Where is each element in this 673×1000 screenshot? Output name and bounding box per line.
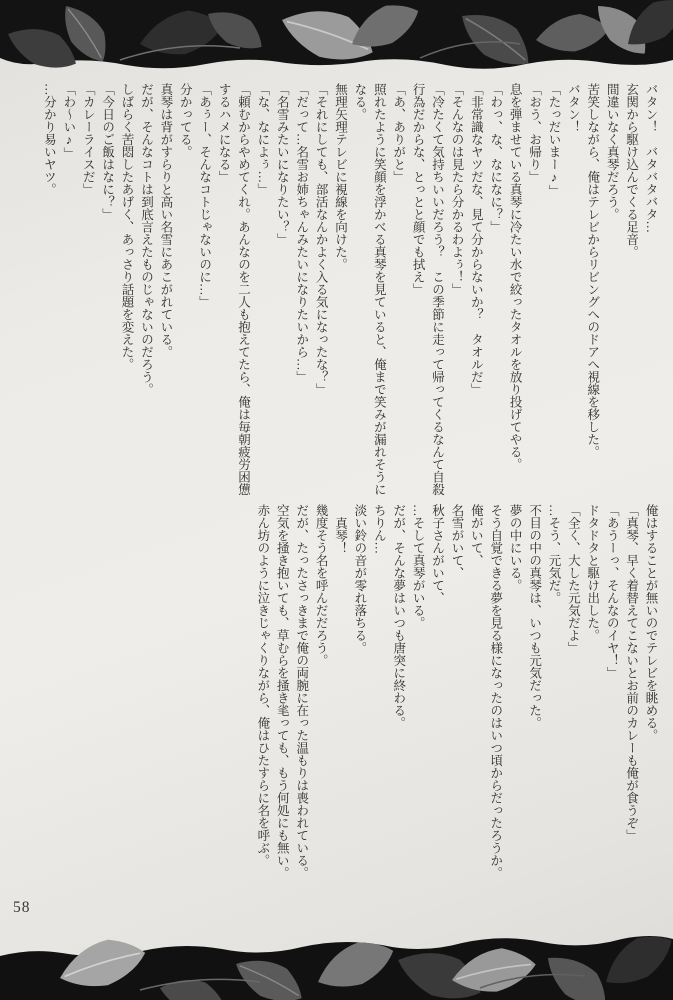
text-section-top	[39, 83, 660, 497]
text-line: 淡い鈴の音が零れ落ちる。	[352, 504, 367, 654]
text-line: 「わっ、な、なになに？」	[488, 83, 503, 233]
text-line: 「真琴、早く着替えてこないとお前のカレーも俺が食うぞ」	[624, 504, 639, 842]
text-line: しばらく苦悶したあげく、あっさり話題を変えた。	[120, 83, 135, 371]
text-line: 幾度そう名を呼んだだろう。	[314, 504, 329, 667]
text-line: 「あぅー、そんなコトじゃないのに…」	[197, 83, 212, 308]
text-line: バタン！	[566, 83, 581, 133]
text-line: 「名雪みたいになりたい？」	[275, 83, 290, 246]
text-line: 「非常識なヤツだな、見て分からないか？ タオルだ」	[469, 83, 484, 396]
text-line: バタン！ バタバタバタ…	[644, 83, 658, 233]
text-line: 照れたように笑顔を浮かべる真琴を見ていると、俺まで笑みが漏れそうになる。	[352, 83, 387, 496]
text-line: 分かってる。	[178, 83, 193, 158]
text-line: 玄関から駆け込んでくる足音。	[624, 83, 639, 258]
text-line: そう自覚できる夢を見る様になったのはいつ頃からだったろうか。	[488, 504, 503, 879]
text-line: 「おう、お帰り」	[527, 83, 542, 183]
text-line: 「カレーライスだ」	[81, 83, 96, 196]
text-line: …そう、元気だ。	[546, 504, 561, 604]
text-line: 「わ〜い♪」	[61, 83, 76, 160]
text-line: ちりん…	[372, 504, 387, 554]
text-line: 「あうーっ、そんなのイヤ！」	[605, 504, 620, 679]
text-line: 空気を掻き抱いても、草むらを掻き毟っても、もう何処にも無い。	[275, 504, 290, 879]
dark-leaf-collage-bottom	[0, 930, 673, 1000]
text-line: 「今日のご飯はなに？」	[100, 83, 115, 221]
text-line: …そして真琴がいる。	[411, 504, 426, 629]
text-line: 俺がいて、	[469, 504, 484, 567]
text-line: 不目の中の真琴は、いつも元気だった。	[527, 504, 542, 729]
text-line: 息を弾ませている真琴に冷たい水で絞ったタオルを放り投げてやる。	[508, 83, 523, 471]
text-line: 赤ん坊のように泣きじゃくりながら、俺はひたすらに名を呼ぶ。	[255, 504, 270, 867]
text-line: 「そんなのは見たら分かるわよぅ！」	[449, 83, 464, 296]
text-line: 俺はすることが無いのでテレビを眺める。	[644, 504, 658, 742]
text-line: 「な、なによぅ…」	[255, 83, 270, 196]
text-line: 間違いなく真琴だろう。	[605, 83, 620, 221]
text-line: 夢の中にいる。	[508, 504, 523, 592]
text-line: ドタドタと駆け出した。	[585, 504, 600, 642]
text-section-bottom	[252, 504, 660, 896]
text-line: 無理矢理テレビに視線を向けた。	[333, 83, 348, 271]
text-line: だが、たったさっきまで俺の両腕に在った温もりは喪われている。	[294, 504, 309, 879]
text-line: 「頼むからやめてくれ。あんなのを二人も抱えてたら、俺は毎朝疲労困憊するハメになる」	[217, 83, 251, 496]
text-line: 「だって…名雪お姉ちゃんみたいになりたいから…」	[294, 83, 309, 383]
text-line: 真琴！	[333, 516, 348, 554]
text-line: 「たっだいまー♪」	[546, 83, 561, 197]
text-line: 名雪がいて、	[449, 504, 464, 579]
text-line: だが、そんな夢はいつも唐突に終わる。	[391, 504, 406, 729]
text-line: 「冷たくて気持ちいいだろう？ この季節に走って帰ってくるなんて自殺行為だからな、とっとと顔でも拭え」	[411, 83, 445, 496]
text-line: だが、そんなコトは到底言えたものじゃないのだろう。	[139, 83, 154, 396]
text-line: 真琴は背がすらりと高い名雪にあこがれている。	[158, 83, 173, 358]
text-line: 秋子さんがいて、	[430, 504, 445, 604]
text-line: 「全く、大した元気だよ」	[566, 504, 581, 654]
text-line: …分かり易いヤツ。	[42, 83, 57, 196]
dark-leaf-collage-top	[0, 0, 673, 74]
page-number: 58	[13, 899, 31, 916]
text-line: 「あ、ありがと」	[391, 83, 406, 183]
text-line: 「それにしても、部活なんかよく入る気になったな？」	[314, 83, 329, 396]
text-line: 苦笑しながら、俺はテレビからリビングへのドアへ視線を移した。	[585, 83, 600, 458]
